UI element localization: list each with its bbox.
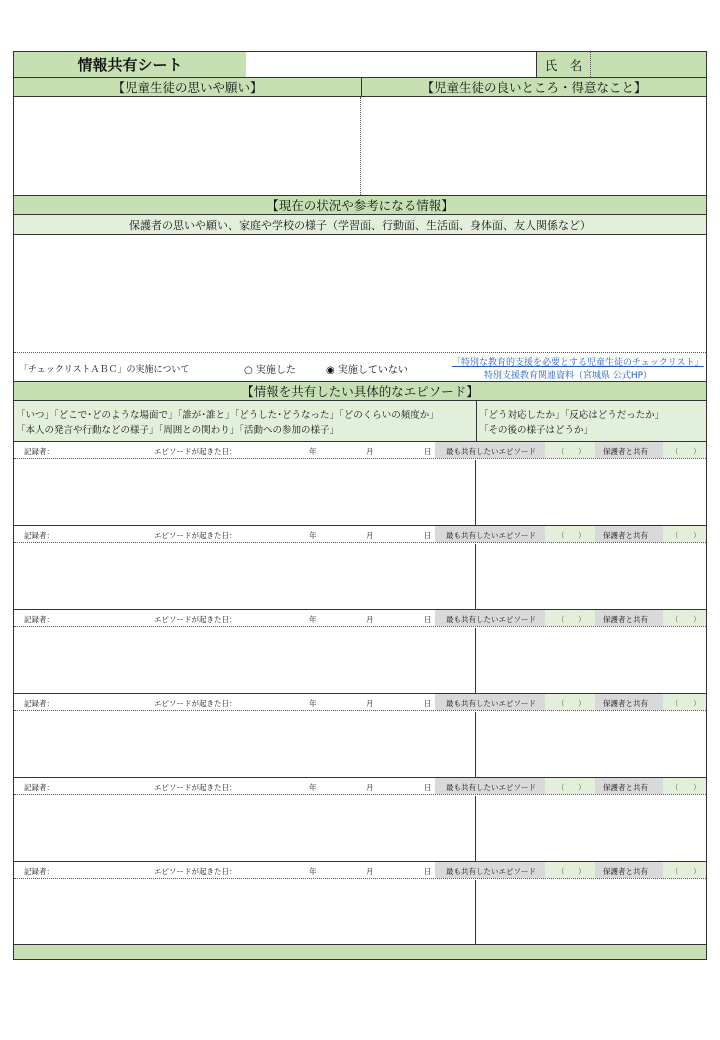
episode-description-field[interactable] bbox=[14, 544, 476, 610]
guardian-shared-checkbox[interactable]: （ ） bbox=[663, 694, 706, 710]
guardian-shared-cell bbox=[595, 526, 663, 542]
day-label: 日 bbox=[424, 531, 432, 540]
right-guide-line-1: 「どう対応したか」「反応はどうだったか」 bbox=[479, 410, 665, 421]
month-label: 月 bbox=[366, 867, 374, 876]
checklist-link[interactable]: 「特別な教育的支援を必要とする児童生徒のチェックリスト」 bbox=[452, 358, 704, 368]
day-label: 日 bbox=[424, 615, 432, 624]
guardian-shared-cell bbox=[595, 694, 663, 710]
episode-meta-row bbox=[14, 526, 706, 543]
sheet-title-cell bbox=[14, 52, 246, 77]
checklist-row bbox=[14, 353, 706, 381]
episode-response-field[interactable] bbox=[477, 712, 706, 778]
month-label: 月 bbox=[366, 447, 374, 456]
current-status-field[interactable] bbox=[14, 235, 706, 352]
title-blank-cell[interactable] bbox=[246, 52, 536, 77]
most-shared-cell bbox=[435, 862, 545, 878]
month-label: 月 bbox=[366, 783, 374, 792]
episode-meta-row bbox=[14, 610, 706, 627]
guardian-shared-label: 保護者と共有 bbox=[603, 447, 648, 456]
guardian-shared-cell bbox=[595, 778, 663, 794]
most-shared-checkbox[interactable]: （ ） bbox=[545, 526, 595, 542]
guardian-shared-cell bbox=[595, 442, 663, 458]
guardian-shared-label: 保護者と共有 bbox=[603, 867, 648, 876]
episode-list bbox=[14, 442, 706, 944]
name-label: 氏 名 bbox=[544, 57, 583, 73]
most-shared-checkbox[interactable]: （ ） bbox=[545, 862, 595, 878]
most-shared-label: 最も共有したいエピソード bbox=[446, 699, 536, 708]
most-shared-checkbox[interactable]: （ ） bbox=[545, 442, 595, 458]
episode-response-field[interactable] bbox=[477, 628, 706, 694]
guardian-shared-label: 保護者と共有 bbox=[603, 783, 648, 792]
episode-block-3 bbox=[14, 610, 706, 694]
most-shared-cell bbox=[435, 778, 545, 794]
wishes-field[interactable] bbox=[14, 97, 361, 195]
episode-response-field[interactable] bbox=[477, 544, 706, 610]
episode-date-label: エピソードが起きた日： bbox=[154, 615, 237, 624]
recorder-label: 記録者： bbox=[24, 447, 54, 456]
sheet-title: 情報共有シート bbox=[77, 56, 183, 74]
episode-meta-row bbox=[14, 694, 706, 711]
strengths-field[interactable] bbox=[362, 97, 706, 195]
name-field[interactable] bbox=[591, 52, 706, 77]
guardian-shared-checkbox[interactable]: （ ） bbox=[663, 862, 706, 878]
guardian-shared-label: 保護者と共有 bbox=[603, 615, 648, 624]
episode-date-label: エピソードが起きた日： bbox=[154, 867, 237, 876]
day-label: 日 bbox=[424, 699, 432, 708]
most-shared-label: 最も共有したいエピソード bbox=[446, 531, 536, 540]
right-guide-line-2: 「その後の様子はどうか」 bbox=[479, 425, 594, 436]
day-label: 日 bbox=[424, 447, 432, 456]
radio-not-done-label: 実施していない bbox=[337, 365, 408, 376]
guardian-shared-label: 保護者と共有 bbox=[603, 531, 648, 540]
episode-description-field[interactable] bbox=[14, 796, 476, 862]
guardian-shared-cell bbox=[595, 862, 663, 878]
recorder-label: 記録者： bbox=[24, 783, 54, 792]
guardian-shared-checkbox[interactable]: （ ） bbox=[663, 778, 706, 794]
most-shared-cell bbox=[435, 442, 545, 458]
wishes-heading: 【児童生徒の思いや願い】 bbox=[112, 80, 263, 95]
current-status-heading-cell bbox=[14, 196, 706, 214]
episode-meta-row bbox=[14, 778, 706, 795]
strengths-heading: 【児童生徒の良いところ・得意なこと】 bbox=[421, 80, 647, 95]
most-shared-cell bbox=[435, 526, 545, 542]
most-shared-label: 最も共有したいエピソード bbox=[446, 447, 536, 456]
radio-not-done[interactable] bbox=[326, 361, 408, 376]
episode-response-field[interactable] bbox=[477, 880, 706, 946]
most-shared-checkbox[interactable]: （ ） bbox=[545, 610, 595, 626]
episode-date-label: エピソードが起きた日： bbox=[154, 531, 237, 540]
year-label: 年 bbox=[309, 615, 317, 624]
month-label: 月 bbox=[366, 699, 374, 708]
episode-heading: 【情報を共有したい具体的なエピソード】 bbox=[241, 384, 479, 399]
episode-block-4 bbox=[14, 694, 706, 778]
current-status-subheading: 保護者の思いや願い、家庭や学校の様子（学習面、行動面、生活面、身体面、友人関係など） bbox=[129, 218, 591, 232]
radio-selected-icon: ◉ bbox=[326, 365, 335, 376]
most-shared-label: 最も共有したいエピソード bbox=[446, 867, 536, 876]
episode-guide-row bbox=[14, 401, 706, 441]
recorder-label: 記録者： bbox=[24, 615, 54, 624]
year-label: 年 bbox=[309, 783, 317, 792]
most-shared-label: 最も共有したいエピソード bbox=[446, 783, 536, 792]
current-status-subheading-cell bbox=[14, 215, 706, 234]
recorder-label: 記録者： bbox=[24, 867, 54, 876]
month-label: 月 bbox=[366, 531, 374, 540]
year-label: 年 bbox=[309, 447, 317, 456]
recorder-label: 記録者： bbox=[24, 531, 54, 540]
info-sharing-sheet bbox=[13, 51, 707, 960]
episode-meta-row bbox=[14, 862, 706, 879]
month-label: 月 bbox=[366, 615, 374, 624]
episode-response-field[interactable] bbox=[477, 796, 706, 862]
day-label: 日 bbox=[424, 867, 432, 876]
episode-date-label: エピソードが起きた日： bbox=[154, 699, 237, 708]
radio-done[interactable] bbox=[244, 361, 296, 376]
episode-block-6 bbox=[14, 862, 706, 946]
most-shared-checkbox[interactable]: （ ） bbox=[545, 778, 595, 794]
episode-response-field[interactable] bbox=[477, 460, 706, 526]
checklist-label: 「チェックリストＡＢＣ」の実施について bbox=[19, 365, 190, 375]
radio-empty-icon: ○ bbox=[244, 365, 253, 376]
episode-meta-row bbox=[14, 442, 706, 459]
day-label: 日 bbox=[424, 783, 432, 792]
most-shared-cell bbox=[435, 610, 545, 626]
most-shared-cell bbox=[435, 694, 545, 710]
left-guide-line-2: 「本人の発言や行動などの様子」「周囲との関わり」「活動への参加の様子」 bbox=[16, 425, 340, 436]
guardian-shared-checkbox[interactable]: （ ） bbox=[663, 610, 706, 626]
official-hp-link[interactable]: 特別支援教育関連資料（宮城県 公式HP） bbox=[484, 371, 653, 381]
episode-description-field[interactable] bbox=[14, 880, 476, 946]
episode-description-field[interactable] bbox=[14, 460, 476, 526]
name-label-cell bbox=[536, 52, 591, 77]
episode-description-field[interactable] bbox=[14, 628, 476, 694]
footer-bar bbox=[14, 945, 706, 959]
radio-done-label: 実施した bbox=[255, 365, 296, 376]
most-shared-checkbox[interactable]: （ ） bbox=[545, 694, 595, 710]
current-status-heading: 【現在の状況や参考になる情報】 bbox=[266, 198, 454, 213]
episode-heading-cell bbox=[14, 382, 706, 400]
episode-block-5 bbox=[14, 778, 706, 862]
recorder-label: 記録者： bbox=[24, 699, 54, 708]
year-label: 年 bbox=[309, 531, 317, 540]
left-guide-line-1: 「いつ」「どこで･どのような場面で」「誰が･誰と」「どうした･どうなった」「どのくらいの頻度か」 bbox=[16, 410, 439, 421]
wishes-heading-cell bbox=[14, 78, 361, 96]
episode-date-label: エピソードが起きた日： bbox=[154, 783, 237, 792]
year-label: 年 bbox=[309, 867, 317, 876]
most-shared-label: 最も共有したいエピソード bbox=[446, 615, 536, 624]
guardian-shared-cell bbox=[595, 610, 663, 626]
episode-description-field[interactable] bbox=[14, 712, 476, 778]
episode-block-2 bbox=[14, 526, 706, 610]
strengths-heading-cell bbox=[361, 78, 706, 96]
guardian-shared-label: 保護者と共有 bbox=[603, 699, 648, 708]
year-label: 年 bbox=[309, 699, 317, 708]
episode-date-label: エピソードが起きた日： bbox=[154, 447, 237, 456]
episode-block-1 bbox=[14, 442, 706, 526]
guardian-shared-checkbox[interactable]: （ ） bbox=[663, 526, 706, 542]
guardian-shared-checkbox[interactable]: （ ） bbox=[663, 442, 706, 458]
